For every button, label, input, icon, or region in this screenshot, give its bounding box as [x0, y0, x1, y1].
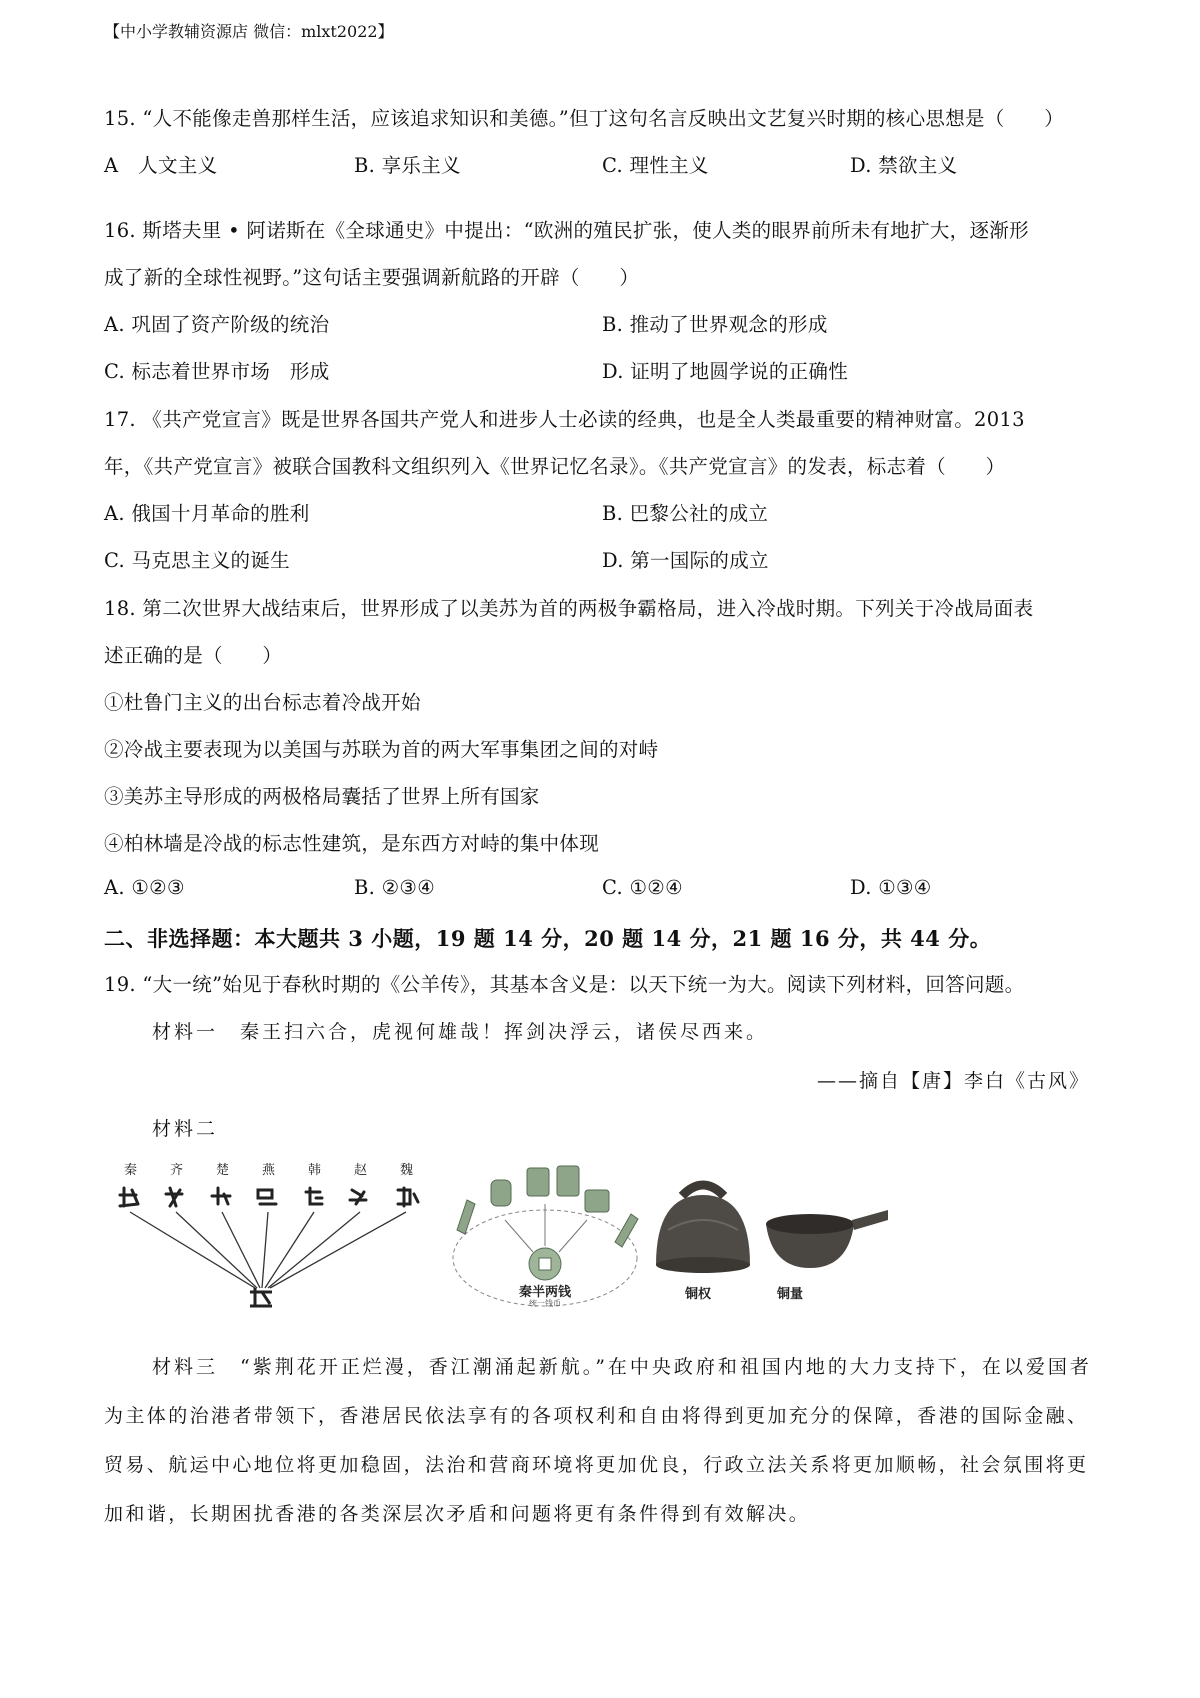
q19-material-3-line3: 贸易、航运中心地位将更加稳固，法治和营商环境将更加优良，行政立法关系将更加顺畅，社会氛围将更 — [104, 1454, 1089, 1476]
coin-spade-3 — [585, 1190, 609, 1212]
q16-stem-line2: 成了新的全球性视野。”这句话主要强调新航路的开辟（ ） — [104, 266, 640, 289]
state-han: 韩 — [308, 1163, 322, 1178]
glyph-qi — [166, 1188, 182, 1206]
q18-option-a: A. ①②③ — [104, 876, 185, 899]
q15-stem: 15. “人不能像走兽那样生活，应该追求知识和美德。”但丁这句名言反映出文艺复兴时期的核心思想是（ ） — [104, 107, 1064, 130]
coin-square-hole — [539, 1258, 551, 1270]
state-chu: 楚 — [216, 1163, 230, 1178]
q17-option-c: C. 马克思主义的诞生 — [104, 549, 290, 572]
q19-material-3-line2: 为主体的治港者带领下，香港居民依法享有的各项权利和自由将得到更加充分的保障，香港的国际金融、 — [104, 1405, 1089, 1427]
bronze-measure-image — [758, 1170, 898, 1310]
q19-material-1: 材料一 秦王扫六合，虎视何雄哉！挥剑决浮云，诸侯尽西来。 — [152, 1021, 769, 1043]
line-chu — [222, 1212, 260, 1288]
q15-option-b: B. 享乐主义 — [354, 154, 461, 177]
section-2-title: 二、非选择题：本大题共 3 小题，19 题 14 分，20 题 14 分，21 题 16 分，共 44 分。 — [104, 926, 992, 951]
bronze-measure-label: 铜量 — [776, 1287, 804, 1302]
bronze-weight-image — [648, 1170, 758, 1310]
coin-shell — [491, 1180, 511, 1206]
q17-stem-line1: 17. 《共产党宣言》既是世界各国共产党人和进步人士必读的经典，也是全人类最重要的精神财富。2013 — [104, 408, 1025, 431]
state-yan: 燕 — [262, 1163, 276, 1178]
bronze-weight-handle — [682, 1185, 724, 1196]
coin-spade-2 — [557, 1166, 579, 1196]
q15-option-c: C. 理性主义 — [602, 154, 709, 177]
q18-stem-line1: 18. 第二次世界大战结束后，世界形成了以美苏为首的两极争霸格局，进入冷战时期。下列关于冷战局面表 — [104, 597, 1034, 620]
glyph-yan — [258, 1190, 276, 1204]
q18-statement-1: ①杜鲁门主义的出台标志着冷战开始 — [104, 691, 421, 714]
line-qi — [176, 1212, 257, 1288]
state-zhao: 赵 — [354, 1163, 368, 1178]
q18-option-d: D. ①③④ — [850, 876, 932, 899]
q16-option-b: B. 推动了世界观念的形成 — [602, 313, 828, 336]
q18-stem-line2: 述正确的是（ ） — [104, 644, 283, 667]
page-header: 【中小学教辅资源店 微信：mlxt2022】 — [104, 22, 394, 41]
script-unification-diagram — [110, 1160, 430, 1310]
q18-option-b: B. ②③④ — [354, 876, 435, 899]
bronze-measure-handle — [852, 1210, 888, 1230]
q18-statement-2: ②冷战主要表现为以美国与苏联为首的两大军事集团之间的对峙 — [104, 738, 659, 761]
q19-material-3-line4: 加和谐，长期困扰香港的各类深层次矛盾和问题将更有条件得到有效解决。 — [104, 1503, 811, 1525]
coin-knife-2 — [615, 1214, 638, 1247]
glyph-han — [306, 1188, 322, 1204]
q16-option-d: D. 证明了地圆学说的正确性 — [602, 360, 849, 383]
q18-statement-3: ③美苏主导形成的两极格局囊括了世界上所有国家 — [104, 785, 540, 808]
q18-statement-4: ④柏林墙是冷战的标志性建筑，是东西方对峙的集中体现 — [104, 832, 600, 855]
state-qi: 齐 — [170, 1163, 184, 1178]
q19-stem: 19. “大一统”始见于春秋时期的《公羊传》，其基本含义是：以天下统一为大。阅读下列材料，回答问题。 — [104, 973, 1025, 996]
glyph-qin — [120, 1188, 138, 1206]
q16-option-c: C. 标志着世界市场 形成 — [104, 360, 330, 383]
q17-option-a: A. 俄国十月革命的胜利 — [104, 502, 310, 525]
q17-option-b: B. 巴黎公社的成立 — [602, 502, 769, 525]
bronze-weight-body — [656, 1195, 750, 1265]
coin-center-label: 秦半两钱 — [518, 1285, 572, 1300]
q19-material-2-label: 材料二 — [152, 1118, 219, 1140]
q19-material-3-line1: 材料三 “紫荆花开正烂漫，香江潮涌起新航。”在中央政府和祖国内地的大力支持下，在以爱国者 — [152, 1356, 1092, 1378]
q18-option-c: C. ①②④ — [602, 876, 683, 899]
coin-center-sublabel: 统一钱币 — [529, 1299, 561, 1308]
glyph-wei — [398, 1188, 418, 1206]
state-wei: 魏 — [400, 1163, 414, 1178]
glyph-zhao — [350, 1190, 366, 1204]
line-yan — [262, 1212, 268, 1288]
q15-option-d: D. 禁欲主义 — [850, 154, 958, 177]
q19-material-1-source: ——摘自【唐】李白《古风》 — [816, 1070, 1090, 1092]
line-wei — [270, 1212, 406, 1288]
q17-stem-line2: 年，《共产党宣言》被联合国教科文组织列入《世界记忆名录》。《共产党宣言》的发表，标志着（ ） — [104, 455, 1006, 478]
state-qin: 秦 — [124, 1163, 138, 1178]
q16-option-a: A. 巩固了资产阶级的统治 — [104, 313, 330, 336]
coin-spade-1 — [527, 1168, 549, 1196]
coin-unification-diagram — [445, 1160, 645, 1310]
q16-stem-line1: 16. 斯塔夫里 • 阿诺斯在《全球通史》中提出：“欧洲的殖民扩张，使人类的眼界前所未有地扩大，逐渐形 — [104, 219, 1029, 242]
q17-option-d: D. 第一国际的成立 — [602, 549, 769, 572]
glyph-qin-unified — [250, 1288, 272, 1306]
q15-option-a: A 人文主义 — [104, 154, 218, 177]
glyph-chu — [212, 1188, 230, 1204]
line-zhao — [268, 1212, 360, 1288]
line-qin — [130, 1212, 255, 1288]
bronze-weight-label: 铜权 — [684, 1287, 712, 1302]
